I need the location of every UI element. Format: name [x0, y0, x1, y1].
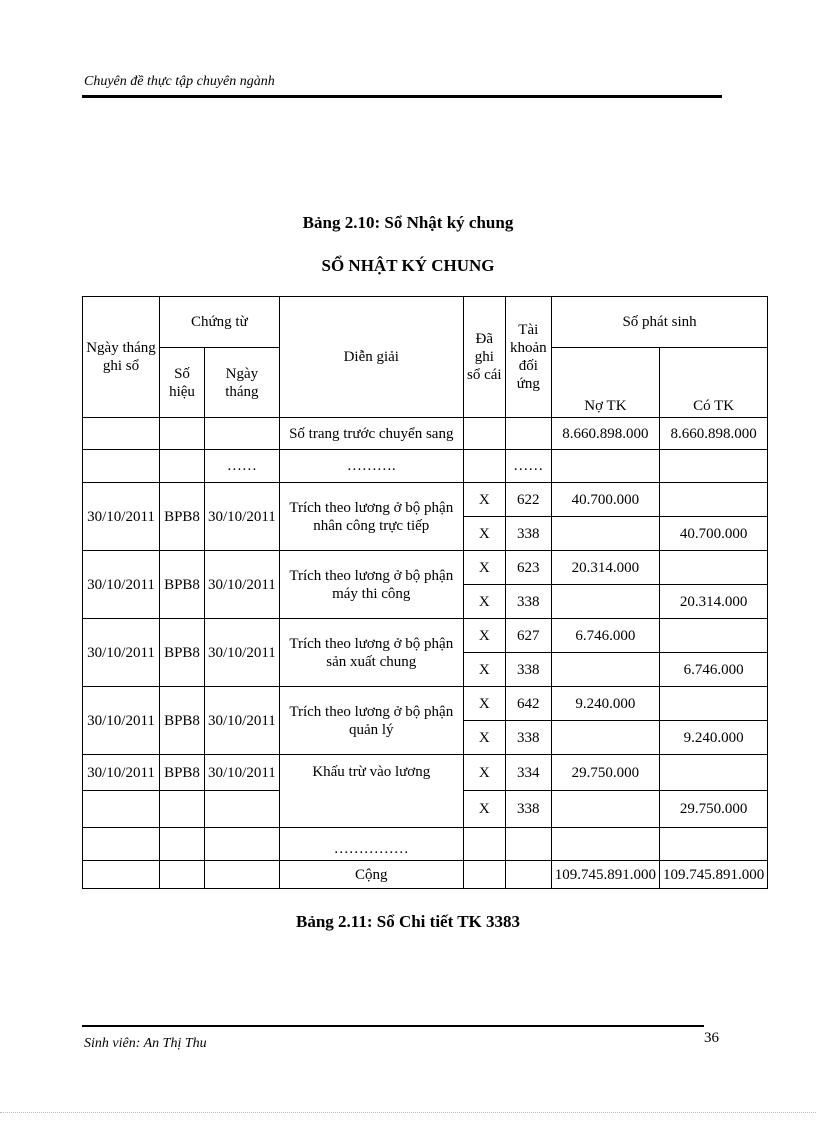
entry-no: 9.240.000	[551, 687, 659, 721]
entry-no	[551, 653, 659, 687]
last-mark-2: X	[463, 791, 505, 828]
total-co: 109.745.891.000	[660, 861, 768, 889]
header-tk-doi-ung: Tài khoản đối ứng	[505, 297, 551, 418]
last-date: 30/10/2011	[83, 755, 160, 791]
entry-co	[660, 483, 768, 517]
table-row-total	[83, 861, 768, 889]
page-header: Chuyên đề thực tập chuyên ngành	[84, 74, 275, 89]
dots-dien-giai: ……………	[279, 828, 463, 861]
table-row	[83, 687, 768, 721]
header-no-tk: Nợ TK	[551, 348, 659, 418]
carried-label: Số trang trước chuyển sang	[279, 418, 463, 450]
entry-mark: X	[463, 551, 505, 585]
ellipsis-ngay: ……	[205, 450, 280, 483]
entry-dien-giai: Trích theo lương ở bộ phận máy thi công	[279, 551, 463, 619]
last-co-1	[660, 755, 768, 791]
entry-co: 6.746.000	[660, 653, 768, 687]
entry-tk: 627	[505, 619, 551, 653]
header-co-tk: Có TK	[660, 348, 768, 418]
last-ngay: 30/10/2011	[205, 755, 280, 791]
entry-co	[660, 619, 768, 653]
last-no-1: 29.750.000	[551, 755, 659, 791]
table-row-ellipsis	[83, 450, 768, 483]
entry-date: 30/10/2011	[83, 687, 160, 755]
ellipsis-tk: ……	[505, 450, 551, 483]
entry-date: 30/10/2011	[83, 483, 160, 551]
ellipsis-dien-giai: ……….	[279, 450, 463, 483]
journal-table	[82, 296, 768, 889]
entries-body	[83, 483, 768, 755]
entry-mark: X	[463, 585, 505, 619]
next-table-caption: Bảng 2.11: Sổ Chi tiết TK 3383	[295, 912, 521, 931]
entry-co	[660, 551, 768, 585]
carried-no: 8.660.898.000	[551, 418, 659, 450]
entry-mark: X	[463, 721, 505, 755]
entry-mark: X	[463, 483, 505, 517]
entry-no	[551, 721, 659, 755]
header-dien-giai: Diễn giải	[279, 297, 463, 418]
table-row	[83, 619, 768, 653]
header-da-ghi-so-cai: Đã ghi sổ cái	[463, 297, 505, 418]
entry-mark: X	[463, 517, 505, 551]
footer-rule	[82, 1025, 704, 1027]
entry-so-hieu: BPB8	[160, 687, 205, 755]
last-tk-2: 338	[505, 791, 551, 828]
entry-date: 30/10/2011	[83, 619, 160, 687]
entry-so-hieu: BPB8	[160, 483, 205, 551]
entry-no	[551, 517, 659, 551]
header-rule	[82, 95, 722, 98]
entry-co: 40.700.000	[660, 517, 768, 551]
entry-so-hieu: BPB8	[160, 619, 205, 687]
entry-tk: 623	[505, 551, 551, 585]
entry-no	[551, 585, 659, 619]
entry-tk: 338	[505, 721, 551, 755]
entry-so-hieu: BPB8	[160, 551, 205, 619]
entry-no: 40.700.000	[551, 483, 659, 517]
student-name: Sinh viên: An Thị Thu	[84, 1036, 207, 1051]
table-row-carried	[83, 418, 768, 450]
last-so-hieu: BPB8	[160, 755, 205, 791]
entry-tk: 338	[505, 517, 551, 551]
bottom-dotted-border	[0, 1112, 816, 1113]
entry-tk: 338	[505, 653, 551, 687]
entry-ngay: 30/10/2011	[205, 551, 280, 619]
total-no: 109.745.891.000	[551, 861, 659, 889]
entry-mark: X	[463, 619, 505, 653]
entry-tk: 338	[505, 585, 551, 619]
entry-dien-giai: Trích theo lương ở bộ phận quản lý	[279, 687, 463, 755]
last-dien-giai: Khấu trừ vào lương	[279, 755, 463, 828]
table-row-dots	[83, 828, 768, 861]
total-label: Cộng	[279, 861, 463, 889]
journal-title: SỔ NHẬT KÝ CHUNG	[321, 256, 495, 275]
entry-no: 20.314.000	[551, 551, 659, 585]
entry-co: 9.240.000	[660, 721, 768, 755]
header-so-phat-sinh: Số phát sinh	[551, 297, 768, 348]
entry-ngay: 30/10/2011	[205, 687, 280, 755]
entry-mark: X	[463, 653, 505, 687]
entry-co	[660, 687, 768, 721]
last-tk-1: 334	[505, 755, 551, 791]
header-ngay-ghi-so: Ngày tháng ghi sổ	[83, 297, 160, 418]
carried-co: 8.660.898.000	[660, 418, 768, 450]
header-chung-tu: Chứng từ	[160, 297, 280, 348]
entry-date: 30/10/2011	[83, 551, 160, 619]
entry-tk: 622	[505, 483, 551, 517]
table-row	[83, 551, 768, 585]
entry-tk: 642	[505, 687, 551, 721]
entry-ngay: 30/10/2011	[205, 619, 280, 687]
entry-no: 6.746.000	[551, 619, 659, 653]
table-caption: Bảng 2.10: Sổ Nhật ký chung	[302, 213, 514, 232]
last-mark-1: X	[463, 755, 505, 791]
header-ngay-thang: Ngày tháng	[205, 348, 280, 418]
entry-ngay: 30/10/2011	[205, 483, 280, 551]
entry-dien-giai: Trích theo lương ở bộ phận sản xuất chung	[279, 619, 463, 687]
table-row-last-entry	[83, 755, 768, 791]
entry-mark: X	[463, 687, 505, 721]
last-co-2: 29.750.000	[660, 791, 768, 828]
page-number: 36	[704, 1030, 719, 1046]
header-so-hieu: Số hiệu	[160, 348, 205, 418]
entry-co: 20.314.000	[660, 585, 768, 619]
table-row	[83, 483, 768, 517]
last-no-2	[551, 791, 659, 828]
entry-dien-giai: Trích theo lương ở bộ phận nhân công trực tiếp	[279, 483, 463, 551]
